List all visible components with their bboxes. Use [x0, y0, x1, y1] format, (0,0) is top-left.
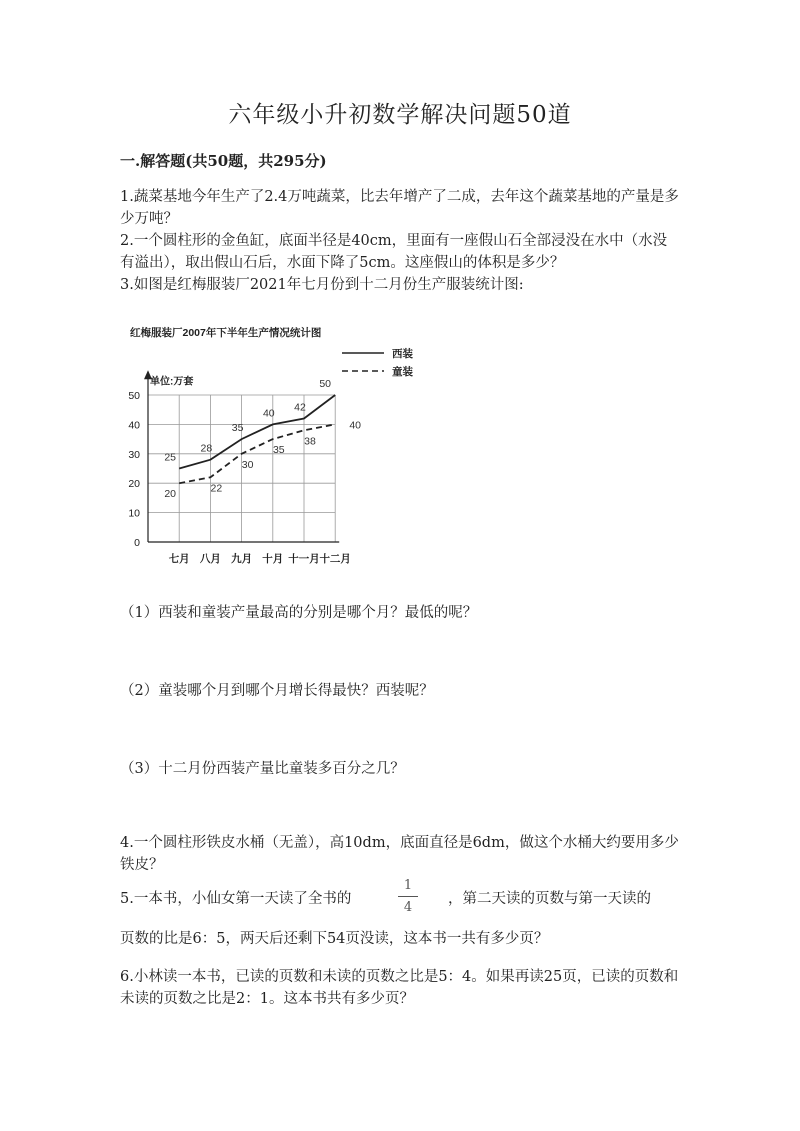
data-label: 35 [231, 422, 244, 435]
page-title: 六年级小升初数学解决问题50道 [228, 102, 572, 128]
data-label: 30 [241, 458, 254, 471]
legend-label: 西装 [392, 348, 413, 360]
question-3-part-1: （1）西装和童装产量最高的分别是哪个月？最低的呢？ [120, 605, 478, 621]
x-tick-label: 十一月 [288, 553, 320, 565]
data-label: 50 [319, 378, 332, 390]
data-label: 35 [272, 444, 285, 457]
production-chart [120, 318, 413, 573]
x-tick-label: 八月 [199, 553, 221, 565]
x-tick-label: 九月 [231, 553, 253, 565]
data-label: 28 [200, 442, 213, 455]
question-5-start: 5.一本书，小仙女第一天读了全书的 [120, 891, 352, 907]
data-label: 40 [349, 419, 362, 432]
y-tick-label: 40 [128, 419, 140, 432]
fraction-denominator: 4 [403, 900, 413, 915]
data-label: 20 [164, 488, 177, 501]
y-tick-label: 30 [128, 448, 140, 461]
line-chart-svg [120, 318, 413, 573]
question-5-end: 页数的比是6：5，两天后还剩下54页没读，这本书一共有多少页？ [120, 931, 549, 947]
fraction-one-quarter [398, 878, 418, 915]
chart-title: 红梅服装厂2007年下半年生产情况统计图 [130, 327, 322, 339]
fraction-numerator: 1 [403, 878, 413, 893]
question-6: 6.小林读一本书，已读的页数和未读的页数之比是5：4。如果再读25页，已读的页数和未读的页数之比是2：1。这本书共有多少页？ [120, 969, 679, 1007]
x-tick-label: 七月 [168, 553, 190, 565]
y-tick-label: 10 [128, 507, 140, 520]
question-4: 4.一个圆柱形铁皮水桶（无盖），高10dm，底面直径是6dm，做这个水桶大约要用多少铁皮？ [120, 835, 679, 873]
question-3-part-3: （3）十二月份西装产量比童装多百分之几？ [120, 761, 405, 777]
data-label: 38 [304, 435, 316, 448]
data-label: 40 [262, 407, 275, 420]
question-1: 1.蔬菜基地今年生产了2.4万吨蔬菜，比去年增产了二成，去年这个蔬菜基地的产量是多少万吨？ [120, 189, 679, 227]
question-3-part-2: （2）童装哪个月到哪个月增长得最快？西装呢？ [120, 683, 434, 699]
x-tick-label: 十二月 [319, 553, 351, 565]
data-label: 25 [164, 451, 177, 464]
data-label: 42 [294, 401, 306, 414]
y-tick-label: 20 [128, 478, 140, 491]
question-2: 2.一个圆柱形的金鱼缸，底面半径是40cm，里面有一座假山石全部浸没在水中（水没有溢出），取出假山石后，水面下降了5cm。这座假山的体积是多少？ [120, 233, 668, 271]
x-tick-label: 十月 [262, 553, 284, 565]
data-label: 22 [210, 482, 223, 495]
section-heading: 一.解答题(共50题，共295分) [120, 152, 327, 170]
question-3: 3.如图是红梅服装厂2021年七月份到十二月份生产服装统计图: [120, 277, 524, 293]
series-line-suits [179, 395, 335, 469]
chart-unit: 单位:万套 [150, 376, 194, 388]
legend-label: 童装 [392, 366, 413, 378]
question-5-middle: ，第二天读的页数与第一天读的 [448, 891, 651, 907]
y-tick-label: 0 [134, 537, 140, 549]
fraction-bar [398, 896, 418, 897]
y-tick-label: 50 [128, 390, 140, 402]
